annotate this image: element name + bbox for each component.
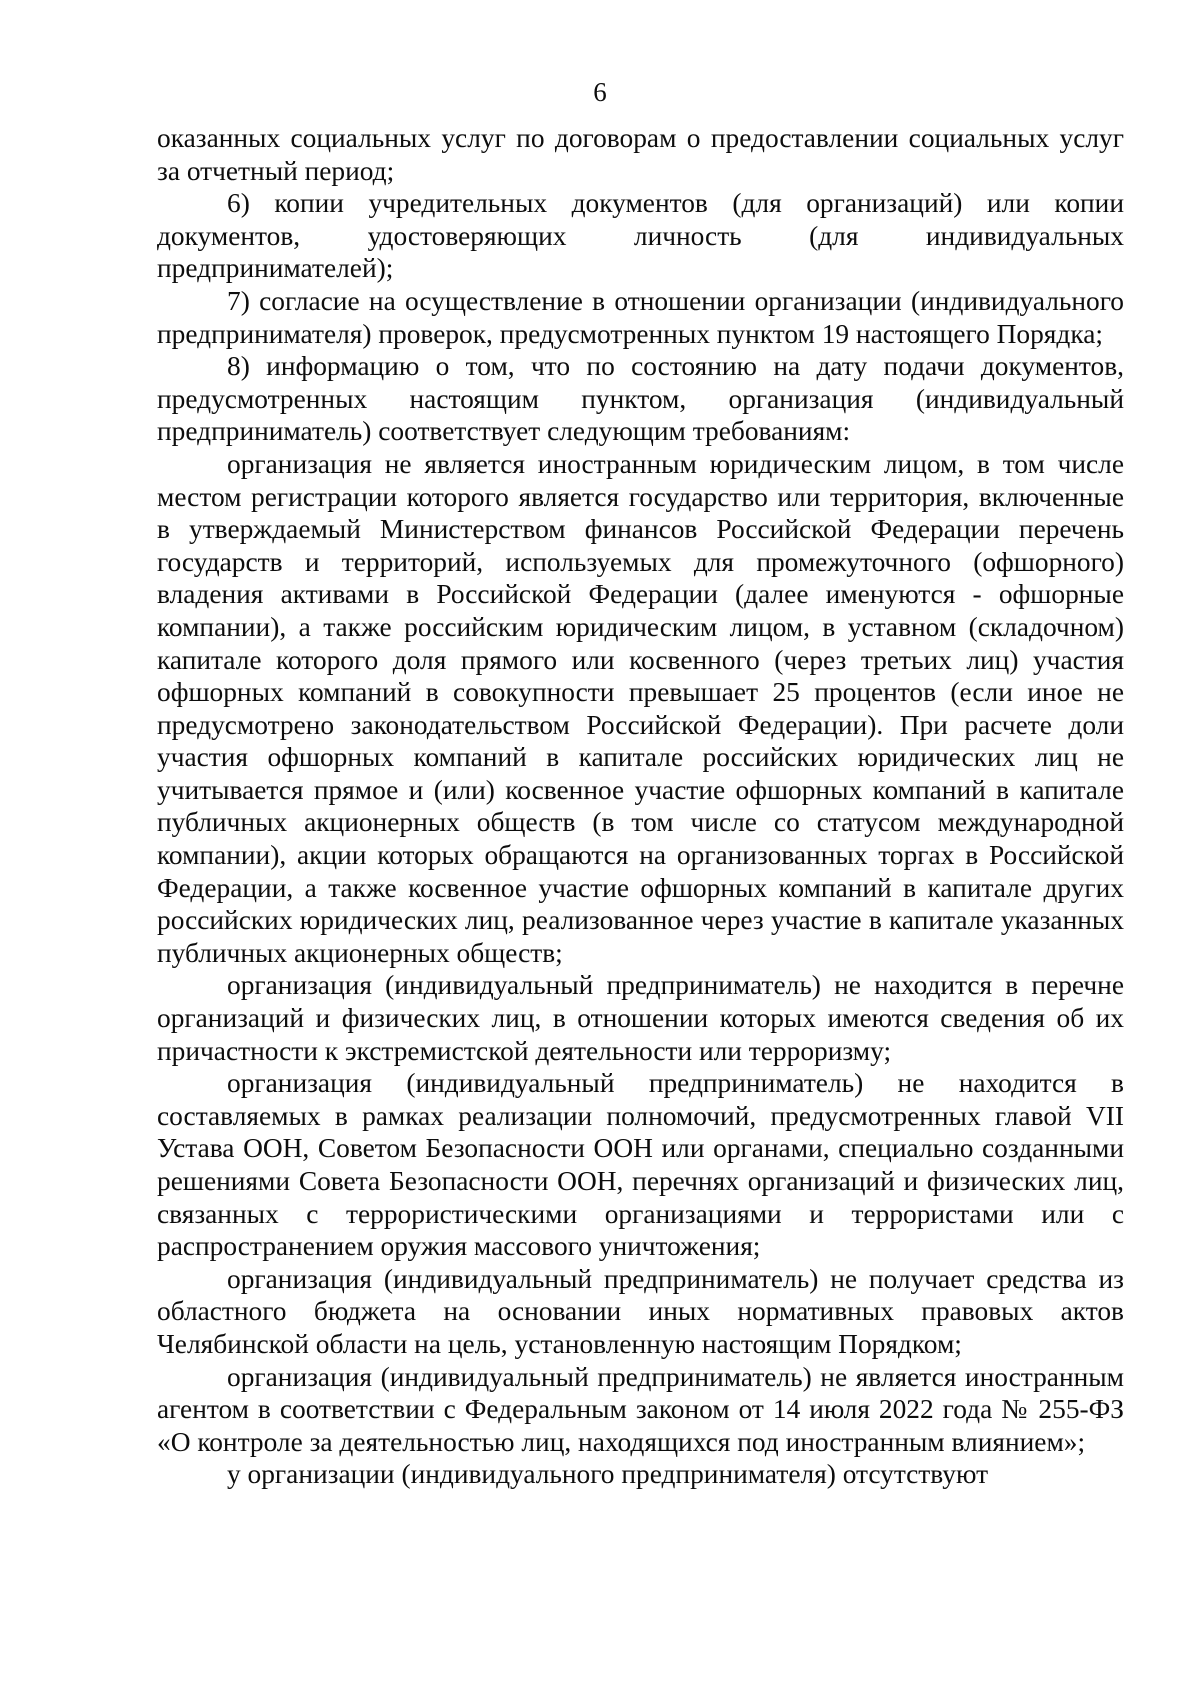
paragraph-foreign-agent-requirement: организация (индивидуальный предприниматель) не является иностранным агентом в соответствии с Федеральным законом от 14 июля 2022 года № 255-ФЗ «О контроле за деятельностью лиц, находящихся под иностранным влиянием»; — [157, 1361, 1124, 1457]
paragraph-un-lists-requirement: организация (индивидуальный предприниматель) не находится в составляемых в рамках реализации полномочий, предусмотренных главой VII Устава ООН, Советом Безопасности ООН или органами, специально созданными решениями Совета Безопасности ООН, перечнях организаций и физических лиц, связанных с террористическими организациями и террористами или с распространением оружия массового уничтожения; — [157, 1068, 1124, 1262]
page-number: 6 — [593, 77, 607, 107]
document-body — [157, 122, 1124, 1491]
paragraph-services-period: оказанных социальных услуг по договорам о предоставлении социальных услуг за отчетный период; — [157, 123, 1124, 186]
paragraph-item-6: 6) копии учредительных документов (для организаций) или копии документов, удостоверяющих личность (для индивидуальных предпринимателей); — [157, 188, 1124, 284]
paragraph-budget-requirement: организация (индивидуальный предприниматель) не получает средства из областного бюджета на основании иных нормативных правовых актов Челябинской области на цель, установленную настоящим Порядком; — [157, 1263, 1124, 1359]
paragraph-absence-requirement: у организации (индивидуального предпринимателя) отсутствуют — [227, 1459, 989, 1490]
paragraph-item-8: 8) информацию о том, что по состоянию на дату подачи документов, предусмотренных настоящим пунктом, организация (индивидуальный предприниматель) соответствует следующим требованиям: — [157, 351, 1124, 447]
paragraph-item-7: 7) согласие на осуществление в отношении организации (индивидуального предпринимателя) проверок, предусмотренных пунктом 19 настоящего Порядка; — [157, 285, 1124, 349]
paragraph-extremism-requirement: организация (индивидуальный предприниматель) не находится в перечне организаций и физических лиц, в отношении которых имеются сведения об их причастности к экстремистской деятельности или терроризму; — [157, 970, 1124, 1066]
paragraph-offshore-requirement: организация не является иностранным юридическим лицом, в том числе местом регистрации которого является государство или территория, включенные в утверждаемый Министерством финансов Российской Федерации перечень государств и территорий, используемых для промежуточного (офшорного) владения активами в Российской Федерации (далее именуются - офшорные компании), а также российским юридическим лицом, в уставном (складочном) капитале которого доля прямого или косвенного (через третьих лиц) участия офшорных компаний в совокупности превышает 25 процентов (если иное не предусмотрено законодательством Российской Федерации). При расчете доли участия офшорных компаний в капитале российских юридических лиц не учитывается прямое и (или) косвенное участие офшорных компаний в капитале публичных акционерных обществ (в том числе со статусом международной компании), акции которых обращаются на организованных торгах в Российской Федерации, а также косвенное участие офшорных компаний в капитале других российских юридических лиц, реализованное через участие в капитале указанных публичных акционерных обществ; — [157, 448, 1124, 968]
